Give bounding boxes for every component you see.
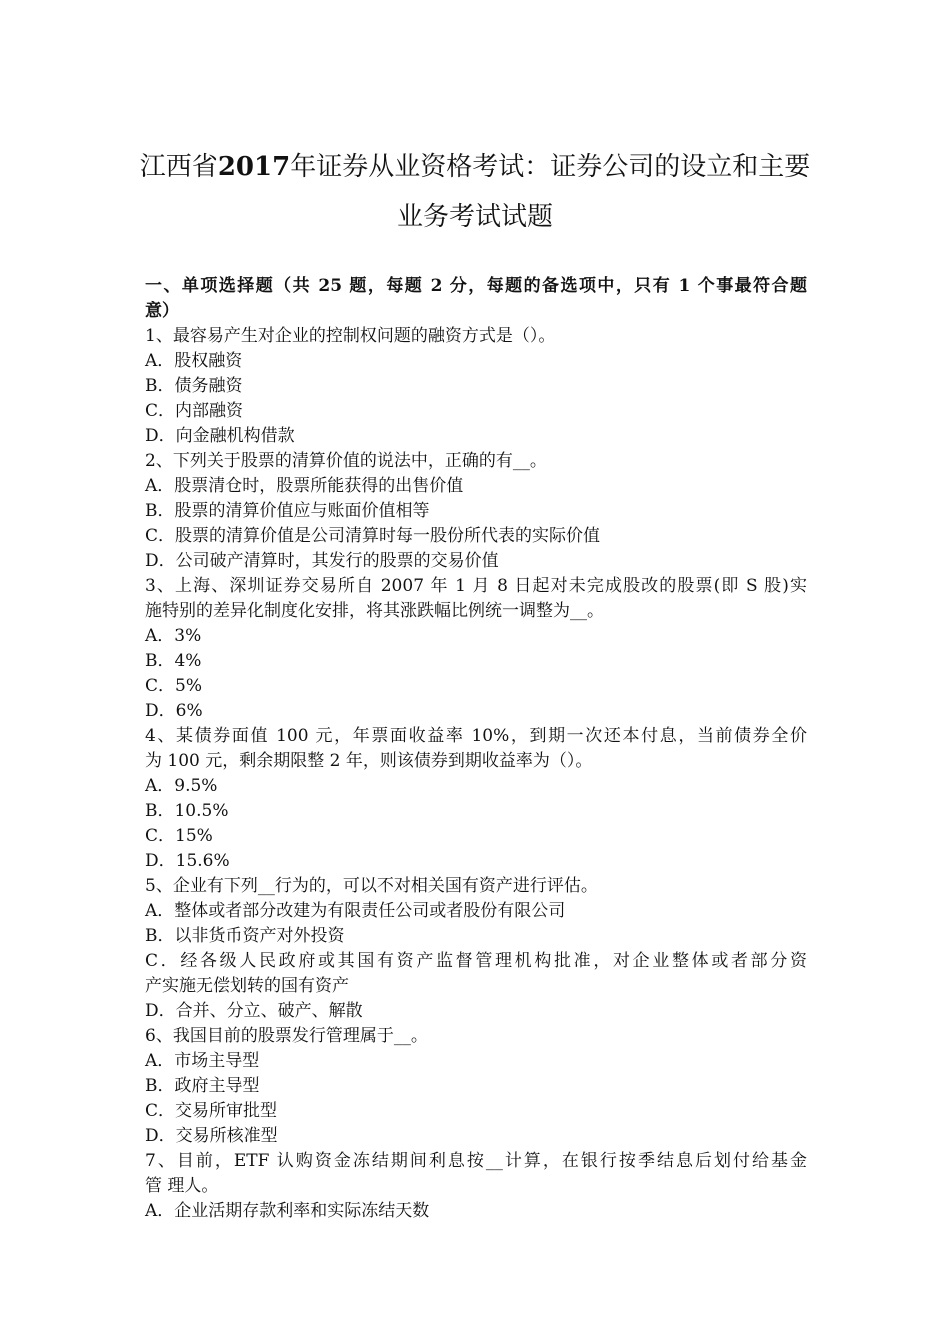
- option-4d: D．15.6%: [145, 851, 230, 871]
- option-3a: A．3%: [145, 626, 202, 646]
- option-6b: B．政府主导型: [145, 1076, 260, 1096]
- question-6: 6、我国目前的股票发行管理属于__。: [145, 1026, 428, 1046]
- option-6c: C．交易所审批型: [145, 1101, 278, 1121]
- option-6a: A．市场主导型: [145, 1051, 260, 1071]
- option-1a: A．股权融资: [145, 351, 243, 371]
- question-4-line-1: 4、某债券面值 100 元，年票面收益率 10%，到期一次还本付息，当前债券全价: [145, 726, 807, 746]
- title-rest: 年证券从业资格考试：证券公司的设立和主要: [290, 152, 811, 182]
- section-heading-line-1: 一、单项选择题（共 25 题，每题 2 分，每题的备选项中，只有 1 个事最符合题: [145, 276, 807, 296]
- option-2c: C．股票的清算价值是公司清算时每一股份所代表的实际价值: [145, 526, 601, 546]
- option-4b: B．10.5%: [145, 801, 229, 821]
- question-2: 2、下列关于股票的清算价值的说法中，正确的有__。: [145, 451, 547, 471]
- question-3-line-2: 施特别的差异化制度化安排，将其涨跌幅比例统一调整为__。: [145, 601, 604, 621]
- option-1c: C．内部融资: [145, 401, 244, 421]
- option-5d: D．合并、分立、破产、解散: [145, 1001, 363, 1021]
- question-3-line-1: 3、上海、深圳证券交易所自 2007 年 1 月 8 日起对未完成股改的股票(即 S 股)实: [145, 576, 807, 596]
- section-heading-line-2: 意）: [145, 301, 179, 321]
- option-3b: B．4%: [145, 651, 202, 671]
- question-5: 5、企业有下列__行为的，可以不对相关国有资产进行评估。: [145, 876, 598, 896]
- document-title-line-1: [130, 151, 820, 183]
- option-1d: D．向金融机构借款: [145, 426, 295, 446]
- document-title-line-2: 业务考试试题: [396, 202, 553, 232]
- option-4a: A．9.5%: [145, 776, 218, 796]
- option-3d: D．6%: [145, 701, 203, 721]
- option-5c-line-1: C．经各级人民政府或其国有资产监督管理机构批准，对企业整体或者部分资: [145, 951, 807, 971]
- option-7a: A．企业活期存款利率和实际冻结天数: [145, 1201, 430, 1221]
- question-4-line-2: 为 100 元，剩余期限整 2 年，则该债券到期收益率为（）。: [145, 751, 593, 771]
- option-4c: C．15%: [145, 826, 213, 846]
- option-6d: D．交易所核准型: [145, 1126, 278, 1146]
- title-prefix: 江西省: [139, 152, 218, 182]
- question-1: 1、最容易产生对企业的控制权问题的融资方式是（）。: [145, 326, 556, 346]
- option-3c: C．5%: [145, 676, 202, 696]
- question-7-line-2: 管 理人。: [145, 1176, 219, 1196]
- option-2b: B．股票的清算价值应与账面价值相等: [145, 501, 430, 521]
- option-5a: A．整体或者部分改建为有限责任公司或者股份有限公司: [145, 901, 566, 921]
- option-1b: B．债务融资: [145, 376, 243, 396]
- option-5b: B．以非货币资产对外投资: [145, 926, 345, 946]
- document-body: [145, 274, 807, 1224]
- option-5c-line-2: 产实施无偿划转的国有资产: [145, 976, 349, 996]
- option-2d: D．公司破产清算时，其发行的股票的交易价值: [145, 551, 499, 571]
- title-year: 2017: [217, 152, 291, 182]
- question-7-line-1: 7、目前，ETF 认购资金冻结期间利息按__计算，在银行按季结息后划付给基金: [145, 1151, 807, 1171]
- option-2a: A．股票清仓时，股票所能获得的出售价值: [145, 476, 464, 496]
